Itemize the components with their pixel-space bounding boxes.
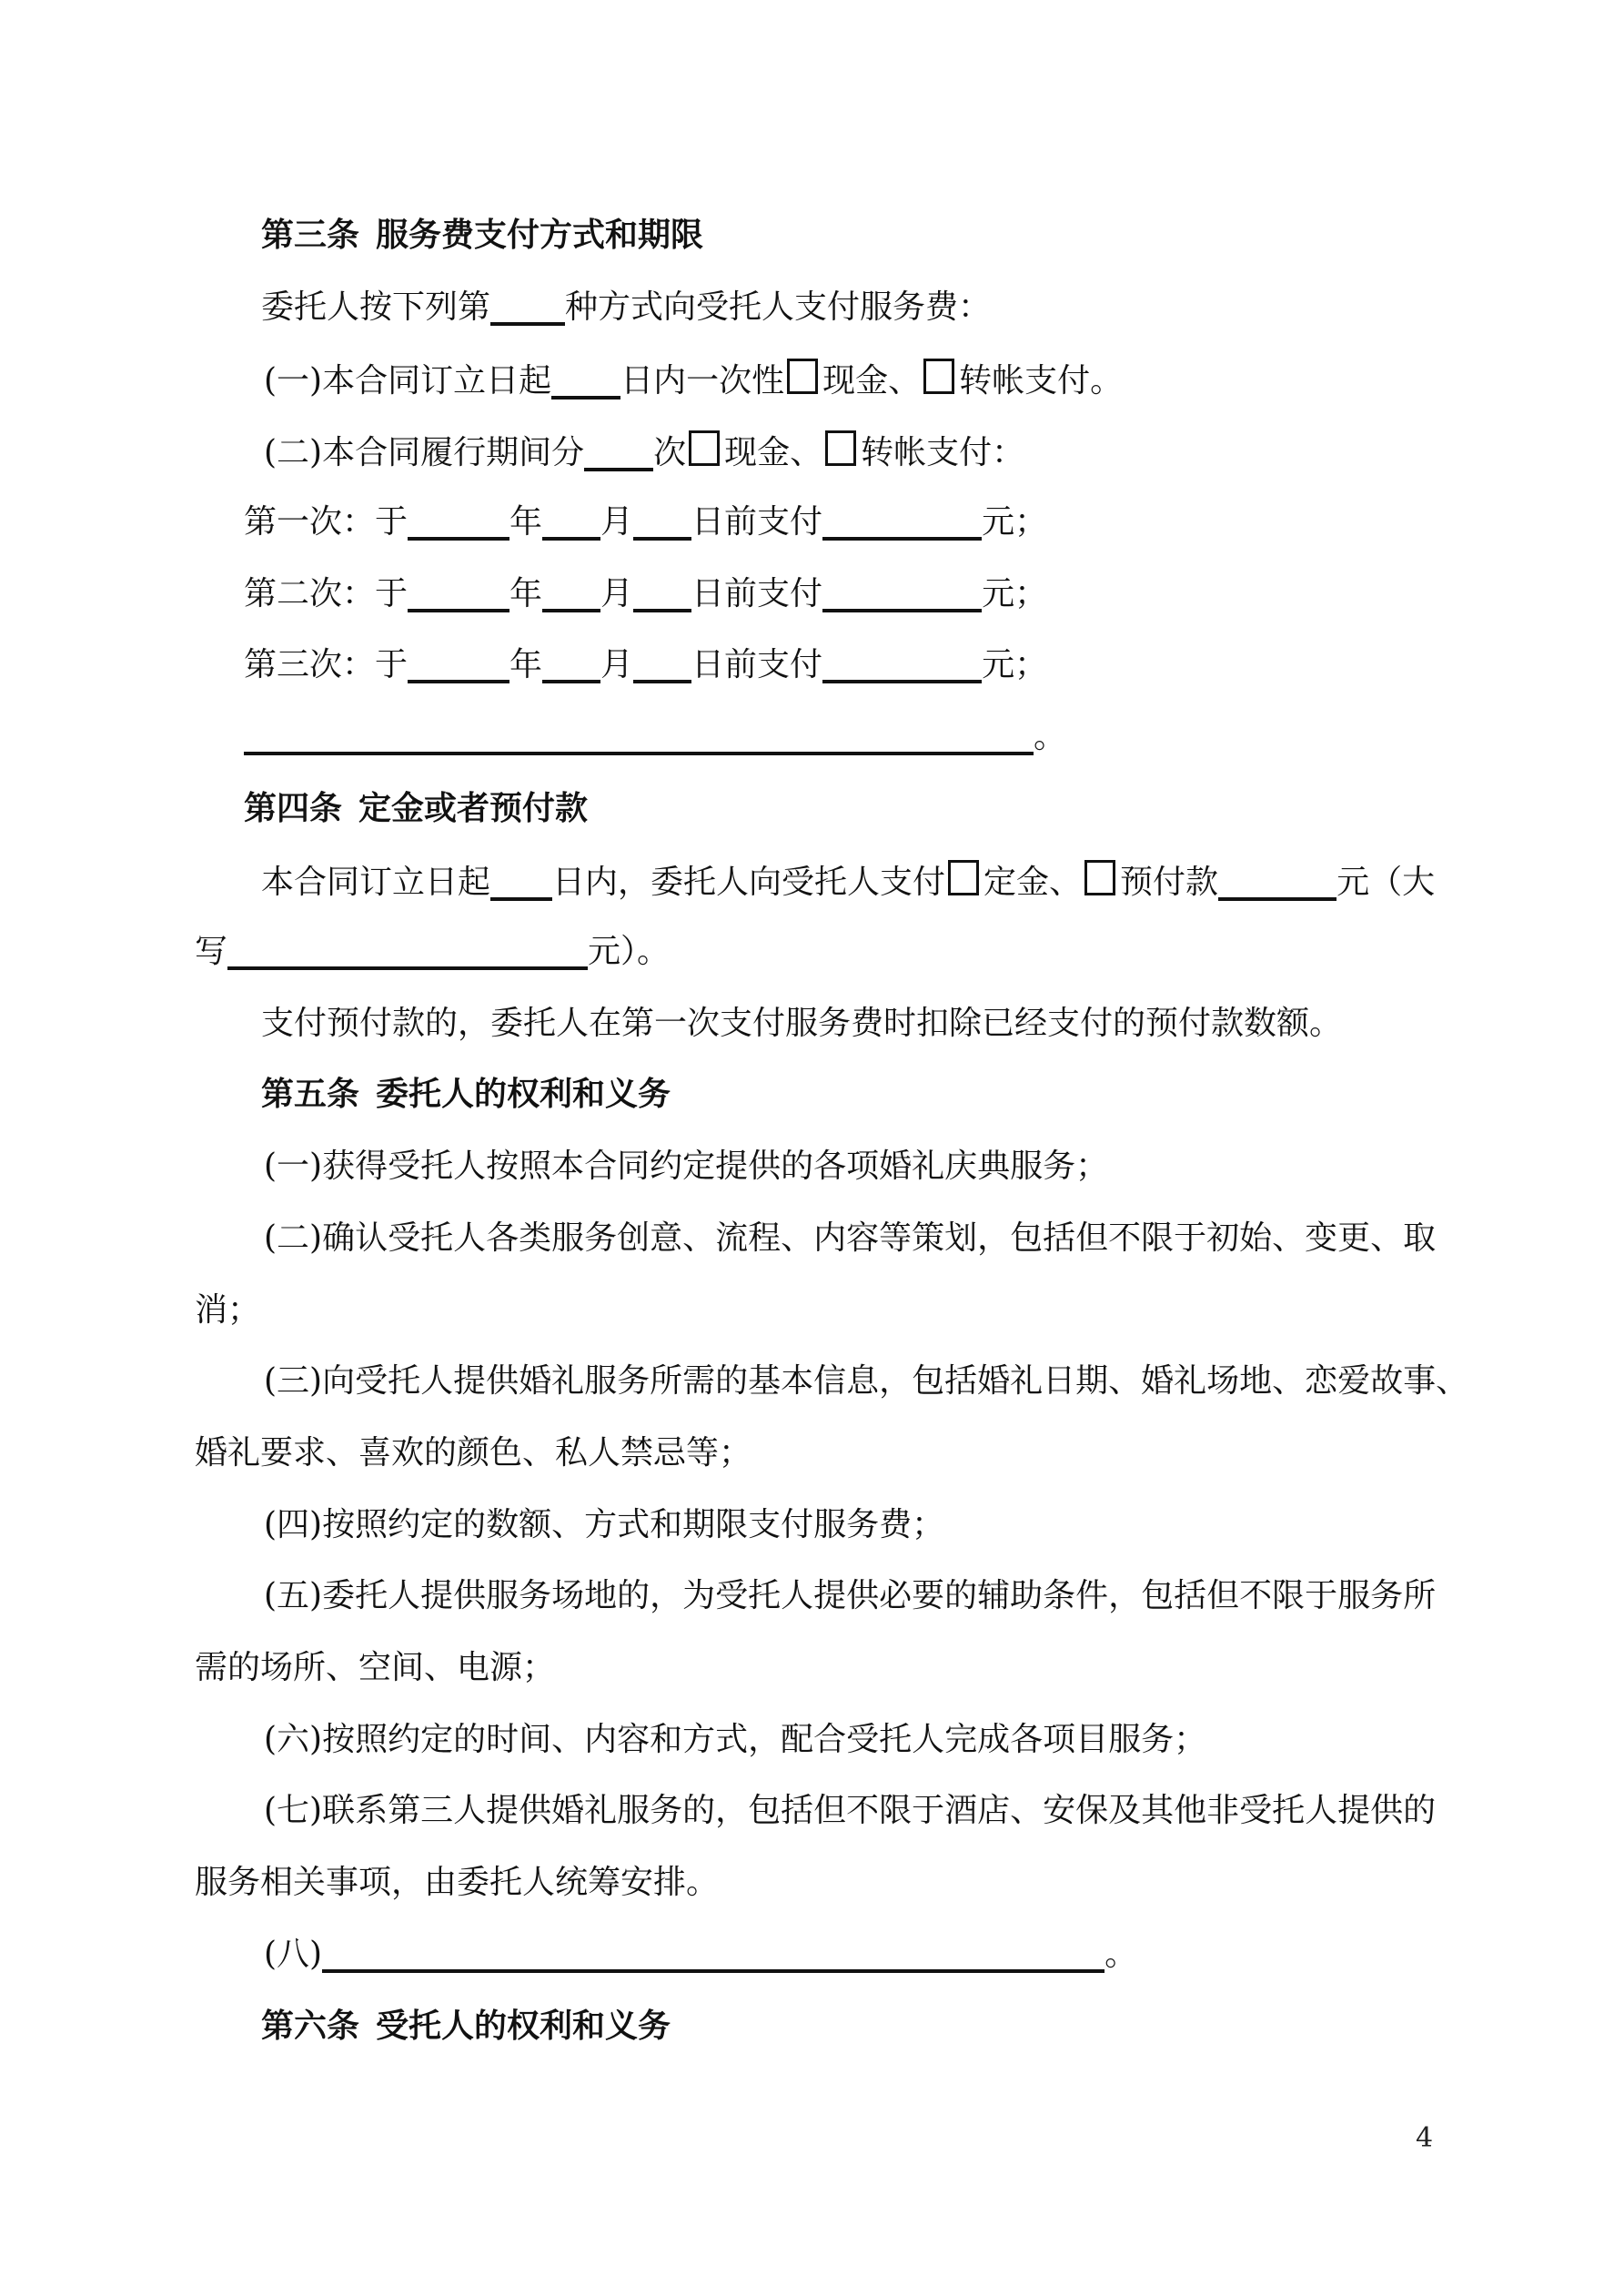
blank-underline [244,752,1034,755]
article4-line1 [261,860,1435,902]
blank-underline [542,609,600,612]
text-run: 元； [982,646,1048,684]
text-run: 婚礼要求、喜欢的颜色、私人禁忌等； [195,1433,752,1472]
article3-payment2 [244,574,1047,613]
blank-underline [408,680,509,683]
text-run: 种方式向受托人支付服务费： [565,288,992,326]
text-run: 第三次：于 [244,646,409,684]
article3-payment3 [244,645,1047,684]
text-run: 定金、 [983,864,1083,902]
article3-blank-line [244,717,1066,756]
text-run: (一)本合同订立日起 [264,362,552,400]
checkbox-icon [689,430,720,466]
text-run: 第六条 受托人的权利和义务 [261,2007,671,2045]
checkbox-icon [787,359,818,394]
text-run: 月 [600,646,634,684]
text-run: 服务相关事项，由委托人统筹安排。 [195,1864,720,1902]
article5-item7-cont [195,1863,719,1902]
blank-underline [1218,897,1337,901]
text-run: 写 [195,933,228,970]
article5-item3 [264,1361,1468,1401]
text-run: (一)获得受托人按照本合同约定提供的各项婚礼庆典服务； [264,1148,1109,1186]
blank-underline [408,609,509,612]
text-run: 现金、 [822,362,922,400]
text-run: 第四条 定金或者预付款 [244,789,589,827]
article4-heading [244,789,588,828]
blank-underline [408,537,509,541]
text-run: 第五条 委托人的权利和义务 [261,1076,671,1114]
article5-item4 [264,1505,944,1544]
article5-item5-cont [195,1648,555,1687]
article4-line2 [195,932,670,971]
checkbox-icon [948,860,979,895]
article6-heading [261,2007,671,2046]
article5-item2 [264,1219,1436,1258]
text-run: 消； [195,1290,261,1329]
article5-item7 [264,1791,1436,1830]
blank-underline [322,1969,1105,1973]
blank-underline [822,609,982,612]
checkbox-icon [825,430,856,466]
blank-underline [822,680,982,683]
text-run: (七)联系第三人提供婚礼服务的，包括但不限于酒店、安保及其他非受托人提供的 [264,1792,1437,1830]
text-run: 元）。 [588,933,671,970]
article5-item8 [264,1935,1137,1974]
text-run: 支付预付款的，委托人在第一次支付服务费时扣除已经支付的预付款数额。 [261,1004,1343,1042]
blank-underline [584,468,653,471]
article3-heading [261,216,703,255]
text-run: 第三条 服务费支付方式和期限 [261,217,704,254]
text-run: 年 [509,646,543,684]
article3-item2 [264,430,1024,472]
blank-underline [633,680,691,683]
article3-payment1 [244,502,1047,541]
text-run: 预付款 [1120,864,1219,902]
blank-underline [490,322,565,326]
text-run: 第一次：于 [244,502,409,541]
text-run: (五)委托人提供服务场地的，为受托人提供必要的辅助条件，包括但不限于服务所 [264,1577,1437,1615]
blank-underline [633,537,691,541]
text-run: 需的场所、空间、电源； [195,1649,556,1686]
article5-item5 [264,1576,1436,1615]
article5-item2-cont [195,1290,260,1330]
text-run: 委托人按下列第 [261,288,491,326]
text-run: 。 [1034,717,1067,755]
text-run: 年 [509,574,543,612]
text-run: 现金、 [724,434,823,472]
text-run: (八) [264,1935,323,1973]
text-run: 月 [600,502,634,541]
blank-underline [542,680,600,683]
checkbox-icon [923,359,954,394]
text-run: 日前支付 [691,502,823,541]
text-run: 日前支付 [691,574,823,612]
text-run: (三)向受托人提供婚礼服务所需的基本信息，包括婚礼日期、婚礼场地、恋爱故事、 [264,1362,1469,1401]
text-run: 本合同订立日起 [261,864,491,902]
article4-line3 [261,1004,1342,1043]
article3-intro [261,288,991,327]
text-run: 年 [509,502,543,541]
article5-item6 [264,1720,1206,1759]
text-run: (六)按照约定的时间、内容和方式，配合受托人完成各项目服务； [264,1720,1207,1758]
text-run: 次 [653,434,687,472]
text-run: 。 [1105,1935,1138,1973]
blank-underline [551,396,620,400]
text-run: 第二次：于 [244,574,409,612]
text-run: 日内一次性 [620,362,785,400]
blank-underline [633,609,691,612]
article5-heading [261,1075,671,1114]
blank-underline [490,897,552,901]
text-run: (二)确认受托人各类服务创意、流程、内容等策划，包括但不限于初始、变更、取 [264,1219,1437,1257]
text-run: 转帐支付。 [959,362,1124,400]
text-run: 日前支付 [691,646,823,684]
page-number: 4 [1416,2122,1434,2154]
blank-underline [227,966,588,970]
article5-item3-cont [195,1433,751,1472]
text-run: 元； [982,574,1048,612]
blank-underline [542,537,600,541]
article3-item1 [264,359,1123,400]
text-run: (四)按照约定的数额、方式和期限支付服务费； [264,1505,945,1543]
text-run: 日内，委托人向受托人支付 [552,864,946,902]
text-run: 月 [600,574,634,612]
text-run: 转帐支付： [861,434,1025,472]
text-run: (二)本合同履行期间分 [264,434,585,472]
text-run: 元（大 [1337,864,1436,902]
checkbox-icon [1084,860,1115,895]
text-run: 元； [982,502,1048,541]
article5-item1 [264,1147,1108,1186]
blank-underline [822,537,982,541]
